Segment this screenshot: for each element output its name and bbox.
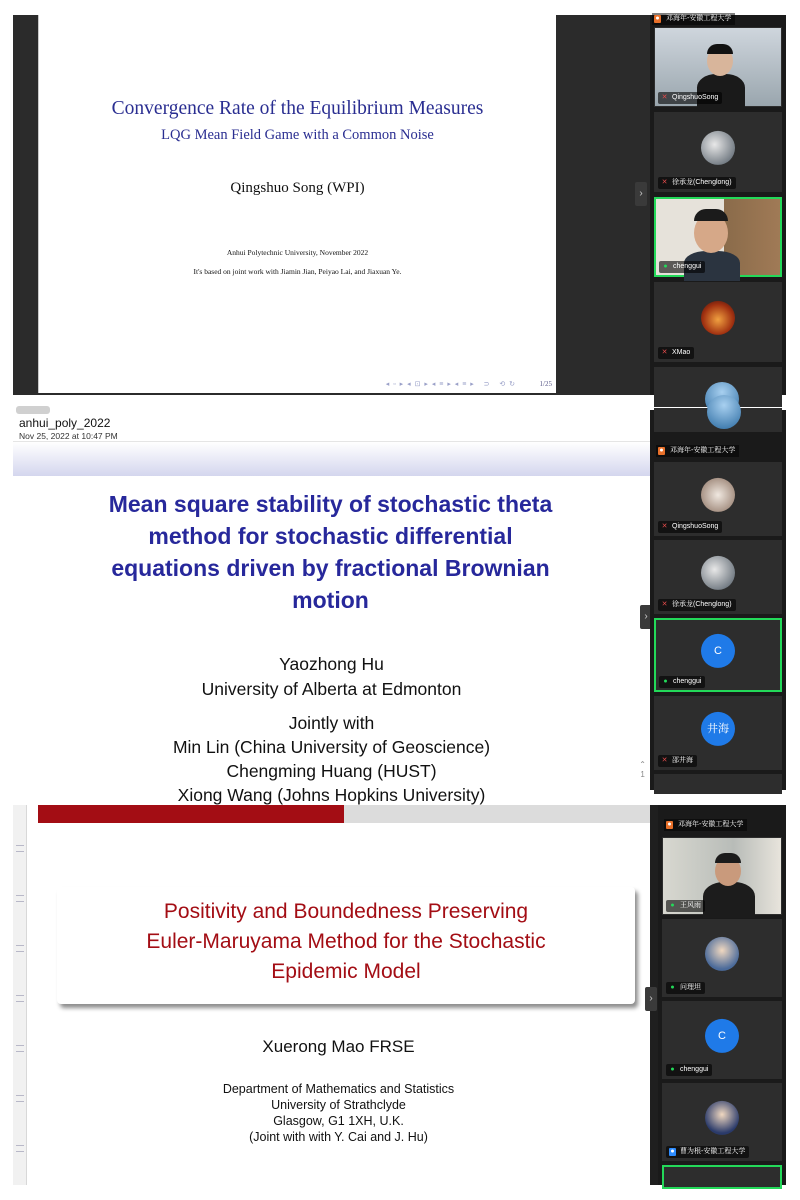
shared-slide [13, 805, 650, 1185]
slide-note: It's based on joint work with Jiamin Jian, Peiyao Lai, and Jiaxuan Ye. [193, 267, 402, 276]
slide-author: Xuerong Mao FRSE [262, 1037, 415, 1056]
mic-muted-icon: ✕ [661, 523, 668, 530]
slide-coauthor: Min Lin (China University of Geoscience) [172, 737, 491, 757]
screenshot-panel-3 [13, 805, 786, 1185]
person-icon: ● [667, 821, 672, 828]
avatar-initial: 井海 [701, 712, 735, 746]
mic-active-icon: ● [663, 678, 668, 685]
avatar [701, 131, 735, 165]
participant-tile[interactable] [654, 540, 782, 614]
progress-bar-filled [38, 805, 344, 823]
participant-tile[interactable] [654, 462, 782, 536]
participant-name: ● 曹为根-安徽工程大学 [666, 1146, 749, 1158]
participant-tile-active[interactable] [654, 197, 782, 277]
participant-tile-active[interactable] [662, 1165, 782, 1189]
screenshot-panel-1 [13, 15, 786, 395]
participant-name: ● 王风雨 [666, 900, 705, 912]
file-name: anhui_poly_2022 [19, 416, 111, 430]
participant-tile[interactable] [662, 837, 782, 915]
page-number: 1/25 [539, 380, 552, 388]
participant-tile-active[interactable] [654, 618, 782, 692]
slide-address: Glasgow, G1 1XH, U.K. [273, 1114, 404, 1128]
mic-muted-icon: ✕ [661, 757, 668, 764]
slide-title: Mean square stability of stochastic theta method for stochastic differential equations driven by fractional Brownian motion [108, 491, 553, 613]
participant-tile[interactable] [662, 1083, 782, 1161]
participant-name: ✕ 徐承龙(Chenglong) [658, 177, 736, 189]
collapse-gallery-button[interactable]: › [635, 182, 647, 206]
slide-joint: (Joint with with Y. Cai and J. Hu) [249, 1130, 428, 1144]
participant-tile[interactable] [662, 919, 782, 997]
slide-university: University of Strathclyde [271, 1098, 406, 1112]
participant-name: ● 问理坦 [666, 982, 705, 994]
avatar-initial: C [705, 1019, 739, 1053]
mic-muted-icon: ✕ [661, 349, 668, 356]
mic-active-icon: ● [670, 984, 675, 991]
participant-tile[interactable] [654, 112, 782, 192]
participant-tile[interactable] [662, 1001, 782, 1079]
avatar [701, 478, 735, 512]
participant-banner: ● 邓海年-安徽工程大学 [652, 13, 735, 25]
slide-jointly: Jointly with [288, 713, 375, 733]
participant-name: ✕ 邵井海 [658, 755, 697, 767]
participant-name: ● chenggui [659, 676, 705, 688]
mic-muted-icon: ✕ [661, 179, 668, 186]
collapse-gallery-button[interactable]: › [640, 605, 652, 629]
person-icon: ● [659, 447, 664, 454]
slide-coauthor: Xiong Wang (Johns Hopkins University) [177, 785, 486, 805]
shared-slide [38, 15, 556, 393]
participant-banner: ● 邓海年-安徽工程大学 [664, 819, 747, 831]
mic-active-icon: ● [663, 263, 668, 270]
participant-gallery [650, 410, 786, 790]
participant-tile[interactable] [654, 774, 782, 794]
mic-active-icon: ● [670, 1066, 675, 1073]
slide-title: Positivity and Boundedness Preserving Euler-Maruyama Method for the Stochastic Epidemic Model [146, 900, 546, 983]
screenshot-panel-2 [13, 410, 786, 805]
person-icon: ● [670, 1148, 675, 1155]
file-date: Nov 25, 2022 at 10:47 PM [19, 431, 118, 441]
slide-thumbnail-strip[interactable] [13, 805, 27, 1185]
participant-name: ✕ QingshuoSong [658, 92, 722, 104]
person-icon: ● [655, 15, 660, 22]
slide-subtitle: LQG Mean Field Game with a Common Noise [161, 127, 434, 143]
page-indicator[interactable]: ⌃ 1 [639, 760, 646, 779]
participant-banner: ● 邓海年-安徽工程大学 [656, 445, 739, 457]
participant-name: ✕ QingshuoSong [658, 521, 722, 533]
participant-name: ● chenggui [659, 261, 705, 273]
participant-tile[interactable] [654, 27, 782, 107]
avatar [705, 1101, 739, 1135]
participant-tile[interactable] [654, 282, 782, 362]
avatar [705, 937, 739, 971]
progress-bar-track [344, 805, 650, 823]
avatar [701, 556, 735, 590]
slide-coauthor: Chengming Huang (HUST) [226, 761, 437, 781]
slide-venue: Anhui Polytechnic University, November 2022 [226, 248, 369, 257]
participant-gallery [650, 15, 786, 395]
slide-author: Yaozhong Hu [279, 654, 384, 674]
avatar-initial: C [701, 634, 735, 668]
slide-department: Department of Mathematics and Statistics [222, 1082, 455, 1096]
window-tab[interactable] [16, 406, 50, 414]
participant-gallery [658, 805, 786, 1185]
participant-tile[interactable] [654, 408, 782, 432]
beamer-nav-icons[interactable]: ◂ ▫ ▸ ◂ ⊡ ▸ ◂ ≡ ▸ ◂ ≡ ▸ ⊃ ⟲ ↻ [385, 381, 516, 388]
slide-title: Convergence Rate of the Equilibrium Measures [111, 98, 484, 119]
avatar [701, 301, 735, 335]
mic-active-icon: ● [670, 902, 675, 909]
participant-name: ● chenggui [666, 1064, 712, 1076]
collapse-gallery-button[interactable]: › [645, 987, 657, 1011]
participant-name: ✕ XMao [658, 347, 694, 359]
slide-header-gradient [13, 442, 650, 476]
slide-affiliation: University of Alberta at Edmonton [201, 679, 462, 699]
mic-muted-icon: ✕ [661, 601, 668, 608]
mic-muted-icon: ✕ [661, 94, 668, 101]
participant-tile[interactable] [654, 696, 782, 770]
participant-name: ✕ 徐承龙(Chenglong) [658, 599, 736, 611]
viewer-header [13, 410, 650, 442]
slide-author: Qingshuo Song (WPI) [230, 180, 365, 196]
shared-slide [13, 410, 650, 805]
